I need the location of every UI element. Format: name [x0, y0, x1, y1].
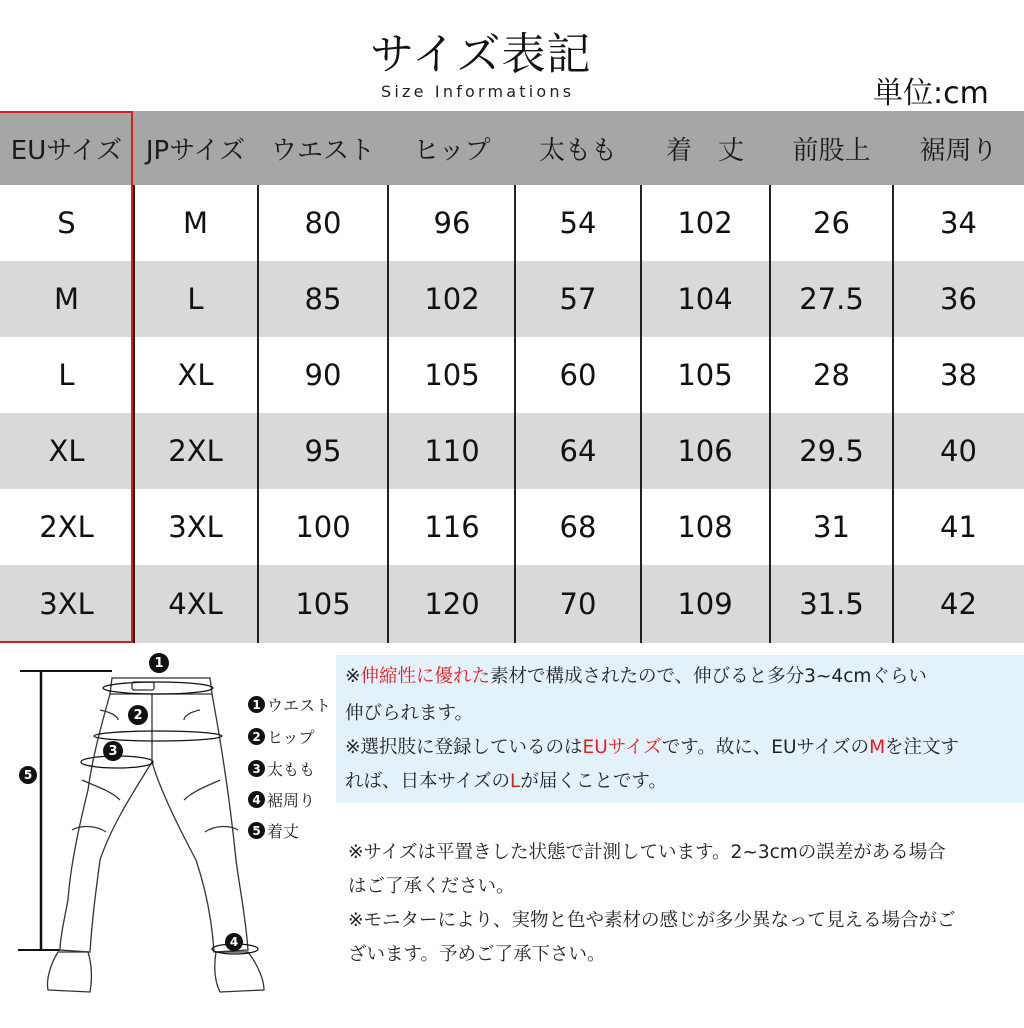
page-subtitle: Size Informations	[381, 82, 575, 101]
cell-length: 105	[677, 358, 733, 392]
cell-length: 106	[677, 434, 733, 468]
legend-number-icon: 1	[248, 696, 265, 713]
note-line	[345, 660, 927, 694]
legend-label: 着丈	[267, 822, 300, 841]
cell-length: 104	[677, 282, 733, 316]
table-row	[0, 565, 1024, 643]
legend-number-icon: 5	[248, 822, 265, 839]
cell-eu: 2XL	[39, 510, 94, 544]
table-row	[0, 489, 1024, 565]
cell-jp: 2XL	[168, 434, 223, 468]
legend-label: 太もも	[267, 760, 316, 779]
legend-label: 裾周り	[267, 791, 316, 810]
marker-2-icon: 2	[128, 705, 148, 725]
col-header-hem: 裾周り	[919, 135, 998, 166]
table-row	[0, 337, 1024, 413]
legend-number-icon: 2	[248, 728, 265, 745]
table-row	[0, 185, 1024, 261]
cell-thigh: 60	[559, 358, 597, 392]
cell-eu: L	[58, 358, 75, 392]
cell-hem: 42	[940, 587, 977, 621]
note-highlight: L	[510, 771, 521, 792]
cell-eu: M	[53, 282, 80, 316]
cell-rise: 27.5	[799, 282, 864, 316]
cell-eu: XL	[48, 434, 85, 468]
cell-waist: 100	[295, 510, 351, 544]
column-divider	[640, 185, 642, 643]
disclaimer-line: はご了承ください。	[348, 876, 515, 897]
cell-waist: 90	[304, 358, 342, 392]
cell-thigh: 54	[559, 206, 597, 240]
note-text: れば、日本サイズの	[345, 771, 511, 792]
legend-label: ウエスト	[267, 696, 332, 715]
cell-jp: L	[187, 282, 204, 316]
cell-waist: 105	[295, 587, 351, 621]
col-header-length: 着 丈	[665, 135, 744, 166]
cell-waist: 95	[304, 434, 342, 468]
note-highlight: 伸縮性に優れた	[360, 666, 491, 687]
cell-rise: 26	[813, 206, 850, 240]
cell-jp: 3XL	[168, 510, 223, 544]
legend-item	[248, 819, 299, 842]
table-row	[0, 261, 1024, 337]
legend-item	[248, 757, 315, 780]
note-text: です。故に、EUサイズの	[661, 737, 870, 758]
cell-eu: 3XL	[39, 587, 94, 621]
cell-jp: M	[182, 206, 209, 240]
legend-item	[248, 693, 331, 716]
column-divider	[387, 185, 389, 643]
cell-eu: S	[57, 206, 76, 240]
disclaimer-line: ※モニターにより、実物と色や素材の感じが多少異なって見える場合がご	[348, 910, 956, 931]
marker-1-icon: 1	[149, 653, 169, 673]
col-header-rise: 前股上	[792, 135, 871, 166]
col-header-eu: EUサイズ	[10, 135, 123, 166]
cell-hem: 40	[940, 434, 977, 468]
cell-length: 108	[677, 510, 733, 544]
col-header-jp: JPサイズ	[145, 135, 246, 166]
column-divider	[257, 185, 259, 643]
note-highlight: M	[869, 737, 886, 758]
unit-label: 単位:cm	[873, 76, 989, 111]
legend-item	[248, 725, 315, 748]
cell-rise: 31	[813, 510, 850, 544]
disclaimer-line: ざいます。予めご了承下さい。	[348, 944, 606, 965]
cell-thigh: 70	[559, 587, 597, 621]
cell-hem: 36	[940, 282, 977, 316]
cell-hem: 34	[940, 206, 977, 240]
page-title: サイズ表記	[370, 29, 592, 80]
disclaimer-line: ※サイズは平置きした状態で計測しています。2~3cmの誤差がある場合	[348, 842, 946, 863]
legend-number-icon: 3	[248, 760, 265, 777]
marker-4-icon: 4	[225, 933, 243, 951]
cell-rise: 28	[813, 358, 850, 392]
cell-length: 102	[677, 206, 733, 240]
note-text: が届くことです。	[520, 771, 667, 792]
cell-rise: 31.5	[799, 587, 864, 621]
cell-thigh: 68	[559, 510, 597, 544]
cell-hem: 38	[940, 358, 977, 392]
note-line	[345, 765, 667, 799]
col-header-thigh: 太もも	[538, 135, 617, 166]
note-text: 素材で構成されたので、伸びると多分3~4cmぐらい	[490, 666, 927, 687]
marker-3-icon: 3	[103, 741, 123, 761]
cell-waist: 85	[304, 282, 342, 316]
cell-hip: 105	[424, 358, 480, 392]
col-header-waist: ウエスト	[270, 135, 375, 166]
cell-jp: 4XL	[168, 587, 223, 621]
cell-rise: 29.5	[799, 434, 864, 468]
eu-size-highlight	[0, 111, 133, 643]
note-line: 伸びられます。	[345, 703, 474, 724]
cell-hip: 116	[424, 510, 480, 544]
table-header	[0, 111, 1024, 185]
column-divider	[892, 185, 894, 643]
cell-jp: XL	[177, 358, 214, 392]
note-highlight: EUサイズ	[582, 737, 662, 758]
cell-hip: 120	[424, 587, 480, 621]
cell-hem: 41	[940, 510, 977, 544]
cell-thigh: 57	[559, 282, 597, 316]
column-divider	[514, 185, 516, 643]
note-text: を注文す	[885, 737, 960, 758]
cell-waist: 80	[304, 206, 342, 240]
legend-number-icon: 4	[248, 791, 265, 808]
legend-label: ヒップ	[267, 728, 315, 747]
cell-hip: 110	[424, 434, 480, 468]
table-row	[0, 413, 1024, 489]
cell-thigh: 64	[559, 434, 597, 468]
legend-item	[248, 788, 315, 811]
marker-5-icon: 5	[19, 766, 37, 784]
column-divider	[133, 185, 135, 643]
note-text: ※選択肢に登録しているのは	[345, 737, 583, 758]
cell-length: 109	[677, 587, 733, 621]
note-line	[345, 731, 959, 765]
note-text: ※	[345, 666, 361, 687]
cell-hip: 96	[433, 206, 471, 240]
cell-hip: 102	[424, 282, 480, 316]
column-divider	[769, 185, 771, 643]
col-header-hip: ヒップ	[413, 135, 491, 166]
